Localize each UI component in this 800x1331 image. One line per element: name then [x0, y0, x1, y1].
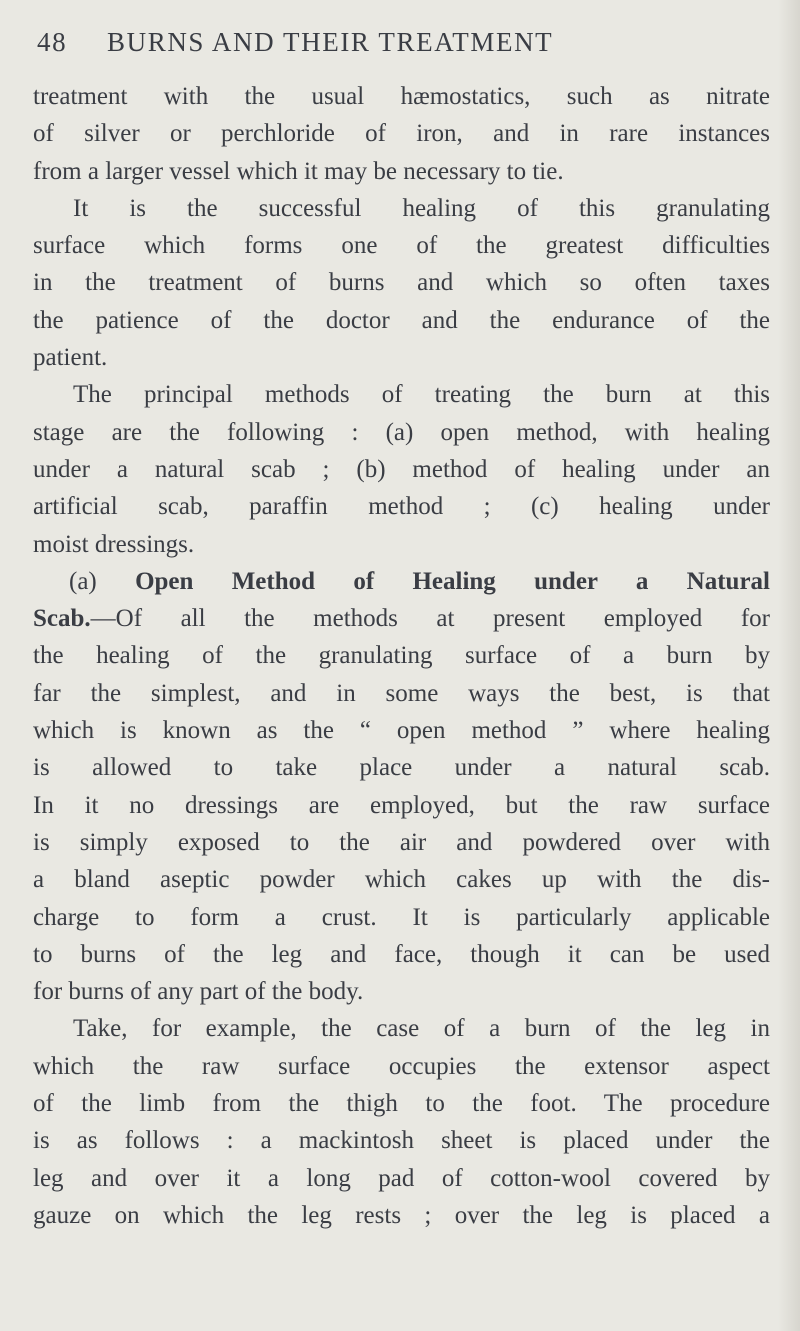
text-line: surface which forms one of the greatest difficulties	[33, 232, 770, 260]
page-edge-shadow	[778, 0, 800, 1331]
text-line: patient.	[33, 344, 108, 372]
text-line: in the treatment of burns and which so often taxes	[33, 269, 770, 297]
text-line: leg and over it a long pad of cotton-wool covered by	[33, 1164, 770, 1192]
text-line: It is the successful healing of this granulating	[73, 194, 770, 222]
running-title: BURNS AND THEIR TREATMENT	[107, 27, 554, 57]
text-line: of silver or perchloride of iron, and in rare instances	[33, 120, 770, 148]
text-line: The principal methods of treating the burn at this	[73, 381, 770, 409]
page-number: 48	[37, 27, 68, 57]
section-marker: (a)	[69, 567, 97, 595]
text-line: stage are the following : (a) open method, with healing	[33, 418, 770, 446]
text-line: artificial scab, paraffin method ; (c) healing under	[33, 493, 770, 521]
text-line: moist dressings.	[33, 530, 195, 558]
text-line: In it no dressings are employed, but the raw surface	[33, 791, 770, 819]
text-line: the patience of the doctor and the endurance of the	[33, 306, 770, 334]
text-line: which the raw surface occupies the extensor aspect	[33, 1052, 770, 1080]
body-text	[33, 78, 770, 1234]
text-line: charge to form a crust. It is particularly applicable	[33, 903, 770, 931]
text-line: is allowed to take place under a natural scab.	[33, 754, 770, 782]
text-line: from a larger vessel which it may be necessary to tie.	[33, 157, 564, 185]
running-head	[33, 22, 770, 62]
text-line: a bland aseptic powder which cakes up with the dis-	[33, 866, 770, 894]
section-lead-text: —Of all the methods at present employed for	[90, 605, 770, 633]
text-line: for burns of any part of the body.	[33, 978, 364, 1006]
section-heading-continuation	[33, 600, 770, 637]
text-line: is simply exposed to the air and powdered over with	[33, 828, 770, 856]
book-page	[33, 22, 770, 1234]
text-line: far the simplest, and in some ways the best, is that	[33, 679, 770, 707]
text-line: under a natural scab ; (b) method of healing under an	[33, 455, 770, 483]
text-line: treatment with the usual hæmostatics, such as nitrate	[33, 83, 770, 110]
text-line: Take, for example, the case of a burn of the leg in	[73, 1015, 770, 1043]
text-line: gauze on which the leg rests ; over the leg is placed a	[33, 1201, 770, 1229]
text-line: is as follows : a mackintosh sheet is placed under the	[33, 1127, 770, 1155]
text-line: which is known as the “ open method ” where healing	[33, 717, 770, 745]
text-line: of the limb from the thigh to the foot. The procedure	[33, 1090, 770, 1118]
section-heading: Open Method of Healing under a Natural	[135, 567, 770, 595]
text-line: to burns of the leg and face, though it can be used	[33, 940, 770, 968]
text-line: the healing of the granulating surface of a burn by	[33, 642, 770, 670]
section-heading-line	[33, 563, 770, 600]
section-heading-end: Scab.	[33, 605, 91, 633]
